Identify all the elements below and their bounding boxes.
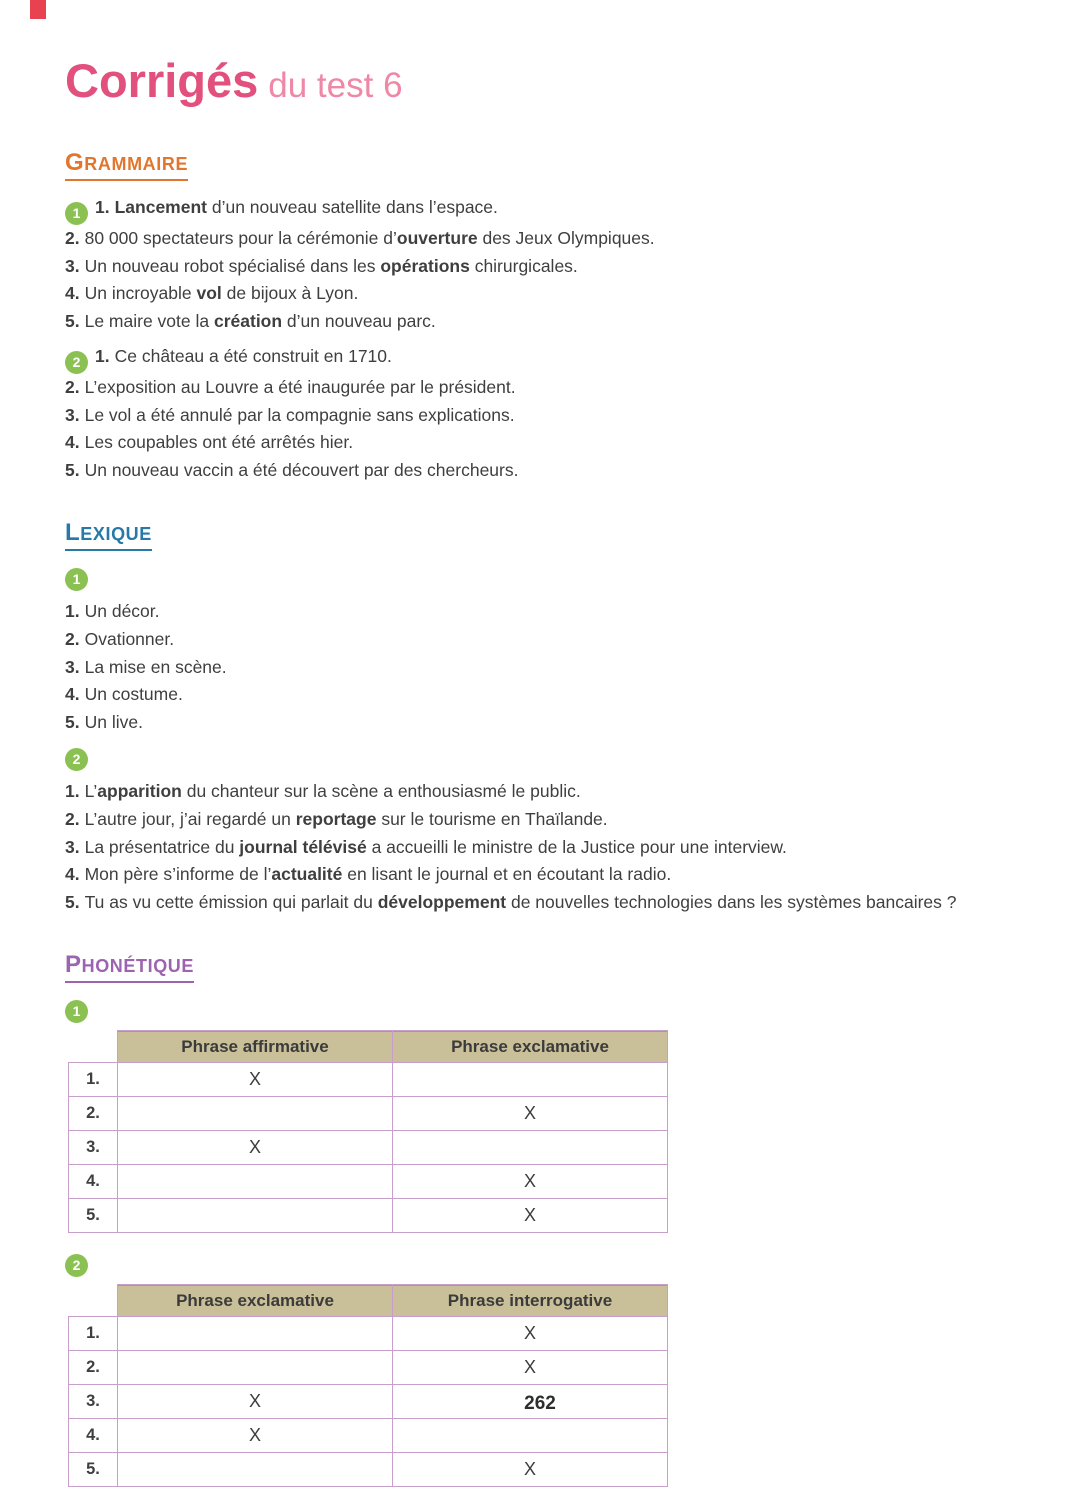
table-row: [69, 1351, 668, 1385]
answer-cell: X: [393, 1351, 668, 1385]
item-bold-text: reportage: [295, 808, 377, 829]
phonetique-exercise-2-badge-row: [65, 1253, 1040, 1277]
answer-item: [65, 253, 1040, 281]
item-number: 1.: [95, 197, 110, 217]
answer-cell: X: [393, 1199, 668, 1233]
answer-cell: X: [118, 1419, 393, 1453]
answer-item: [65, 861, 1040, 889]
item-number: 3.: [65, 404, 80, 425]
lexique-exercise-2-badge-row: [65, 747, 1040, 771]
table-column-header: Phrase interrogative: [393, 1285, 668, 1317]
item-number: 1.: [65, 781, 80, 802]
row-label: 4.: [69, 1165, 118, 1199]
item-number: 3.: [65, 255, 80, 276]
table-row: [69, 1165, 668, 1199]
table-corner-cell: [69, 1031, 118, 1063]
table-row: [69, 1097, 668, 1131]
item-text: de bijoux à Lyon.: [221, 283, 359, 304]
answer-item: [65, 402, 1040, 430]
page-number: 262: [524, 1393, 556, 1414]
answer-item: [65, 889, 1040, 917]
answer-cell: [393, 1131, 668, 1165]
page-title-sub: du test 6: [268, 66, 403, 105]
phonetique-table-2: [68, 1284, 668, 1487]
item-text: du chanteur sur la scène a enthousiasmé le public.: [181, 781, 581, 802]
answer-item: [65, 280, 1040, 308]
answer-cell: [393, 1419, 668, 1453]
answer-item: [65, 308, 1040, 336]
table-corner-cell: [69, 1285, 118, 1317]
item-text: Les coupables ont été arrêtés hier.: [84, 432, 354, 453]
answer-cell: [118, 1453, 393, 1487]
row-label: 1.: [69, 1063, 118, 1097]
table-row: [69, 1317, 668, 1351]
table-column-header: Phrase affirmative: [118, 1031, 393, 1063]
answer-item: [65, 429, 1040, 457]
item-text: Un nouveau vaccin a été découvert par des chercheurs.: [84, 459, 519, 480]
answer-item: [65, 457, 1040, 485]
item-number: 3.: [65, 656, 80, 677]
item-text: L’autre jour, j’ai regardé un: [84, 808, 296, 829]
table-row: [69, 1453, 668, 1487]
answer-cell: X: [118, 1063, 393, 1097]
section-lexique: [65, 484, 1040, 916]
table-row: [69, 1199, 668, 1233]
answer-cell: [393, 1063, 668, 1097]
phonetique-table-1: [68, 1030, 668, 1233]
item-text: Un incroyable: [84, 283, 197, 304]
item-number: 4.: [65, 684, 80, 705]
answer-item: [65, 778, 1040, 806]
exercise-number-badge: 2: [65, 351, 88, 374]
item-text: Mon père s’informe de l’: [84, 864, 272, 885]
answer-item: [65, 225, 1040, 253]
section-heading-grammaire: GRAMMAIRE: [65, 148, 188, 181]
row-label: 5.: [69, 1453, 118, 1487]
row-label: 2.: [69, 1097, 118, 1131]
item-text: Un décor.: [84, 601, 160, 622]
item-text: des Jeux Olympiques.: [477, 228, 655, 249]
answer-item: [65, 834, 1040, 862]
item-text: d’un nouveau satellite dans l’espace.: [207, 197, 498, 217]
answer-cell: [118, 1199, 393, 1233]
item-text: L’exposition au Louvre a été inaugurée par le président.: [84, 376, 516, 397]
item-bold-text: création: [213, 311, 283, 332]
item-text: 80 000 spectateurs pour la cérémonie d’: [84, 228, 397, 249]
answer-cell: X: [393, 1453, 668, 1487]
item-text: Ovationner.: [84, 628, 175, 649]
item-number: 2.: [65, 808, 80, 829]
table-row: [69, 1063, 668, 1097]
item-text: Le maire vote la: [84, 311, 214, 332]
answer-cell: [118, 1097, 393, 1131]
answer-cell: X: [393, 1097, 668, 1131]
answer-item: [65, 598, 1040, 626]
item-number: 1.: [65, 601, 80, 622]
table-header-row: [69, 1285, 668, 1317]
item-bold-text: journal télévisé: [239, 836, 367, 857]
item-bold-text: actualité: [271, 864, 343, 885]
row-label: 3.: [69, 1385, 118, 1419]
answer-item: [65, 681, 1040, 709]
item-number: 2.: [65, 628, 80, 649]
exercise-number-badge: 2: [65, 748, 88, 771]
answer-item: [65, 654, 1040, 682]
item-text: L’: [84, 781, 98, 802]
bleed-tab: [30, 0, 46, 19]
item-text: Ce château a été construit en 1710.: [114, 345, 392, 366]
answer-item: [65, 194, 1040, 225]
row-label: 3.: [69, 1131, 118, 1165]
item-bold-text: Lancement: [114, 197, 207, 217]
grammaire-exercise-1: [65, 194, 1040, 336]
answer-item: [65, 626, 1040, 654]
section-heading-phonetique: PHONÉTIQUE: [65, 950, 194, 983]
item-number: 4.: [65, 864, 80, 885]
lexique-exercise-2: [65, 778, 1040, 916]
item-text: Tu as vu cette émission qui parlait du: [84, 891, 378, 912]
item-number: 4.: [65, 432, 80, 453]
table-column-header: Phrase exclamative: [393, 1031, 668, 1063]
item-text: La mise en scène.: [84, 656, 227, 677]
item-text: de nouvelles technologies dans les systèmes bancaires ?: [506, 891, 957, 912]
lexique-exercise-1: [65, 598, 1040, 736]
item-text: Un live.: [84, 711, 143, 732]
page-title: [65, 55, 1040, 112]
item-text: Un nouveau robot spécialisé dans les: [84, 255, 381, 276]
item-bold-text: vol: [196, 283, 222, 304]
exercise-number-badge: 1: [65, 568, 88, 591]
answer-item: [65, 343, 1040, 374]
table-row: [69, 1419, 668, 1453]
row-label: 4.: [69, 1419, 118, 1453]
answer-cell: X: [118, 1131, 393, 1165]
item-number: 1.: [95, 345, 110, 366]
row-label: 1.: [69, 1317, 118, 1351]
item-bold-text: apparition: [97, 781, 182, 802]
item-number: 2.: [65, 376, 80, 397]
item-bold-text: ouverture: [396, 228, 478, 249]
item-text: Un costume.: [84, 684, 183, 705]
section-heading-lexique: LEXIQUE: [65, 518, 152, 551]
item-number: 5.: [65, 311, 80, 332]
answer-cell: [118, 1317, 393, 1351]
section-grammaire: [65, 148, 1040, 484]
item-number: 4.: [65, 283, 80, 304]
table-header-row: [69, 1031, 668, 1063]
answer-item: [65, 374, 1040, 402]
phonetique-exercise-1-badge-row: [65, 999, 1040, 1023]
item-bold-text: développement: [377, 891, 507, 912]
answer-cell: [118, 1351, 393, 1385]
row-label: 5.: [69, 1199, 118, 1233]
lexique-exercise-1-badge-row: [65, 567, 1040, 591]
item-text: en lisant le journal et en écoutant la radio.: [342, 864, 672, 885]
answer-cell: [118, 1165, 393, 1199]
answer-cell: X: [393, 1165, 668, 1199]
item-number: 3.: [65, 836, 80, 857]
table-column-header: Phrase exclamative: [118, 1285, 393, 1317]
page-title-main: Corrigés: [65, 54, 259, 107]
item-text: La présentatrice du: [84, 836, 240, 857]
item-text: Le vol a été annulé par la compagnie sans explications.: [84, 404, 515, 425]
answer-cell: X: [393, 1317, 668, 1351]
answer-item: [65, 806, 1040, 834]
answer-cell: X: [118, 1385, 393, 1419]
item-text: d’un nouveau parc.: [282, 311, 436, 332]
item-number: 5.: [65, 711, 80, 732]
item-text: a accueilli le ministre de la Justice pour une interview.: [366, 836, 787, 857]
item-number: 5.: [65, 459, 80, 480]
exercise-number-badge: 1: [65, 1000, 88, 1023]
item-text: sur le tourisme en Thaïlande.: [376, 808, 608, 829]
item-number: 2.: [65, 228, 80, 249]
grammaire-exercise-2: [65, 343, 1040, 485]
answer-item: [65, 709, 1040, 737]
item-number: 5.: [65, 891, 80, 912]
exercise-number-badge: 1: [65, 202, 88, 225]
row-label: 2.: [69, 1351, 118, 1385]
table-row: [69, 1131, 668, 1165]
exercise-number-badge: 2: [65, 1254, 88, 1277]
item-bold-text: opérations: [380, 255, 470, 276]
item-text: chirurgicales.: [469, 255, 578, 276]
